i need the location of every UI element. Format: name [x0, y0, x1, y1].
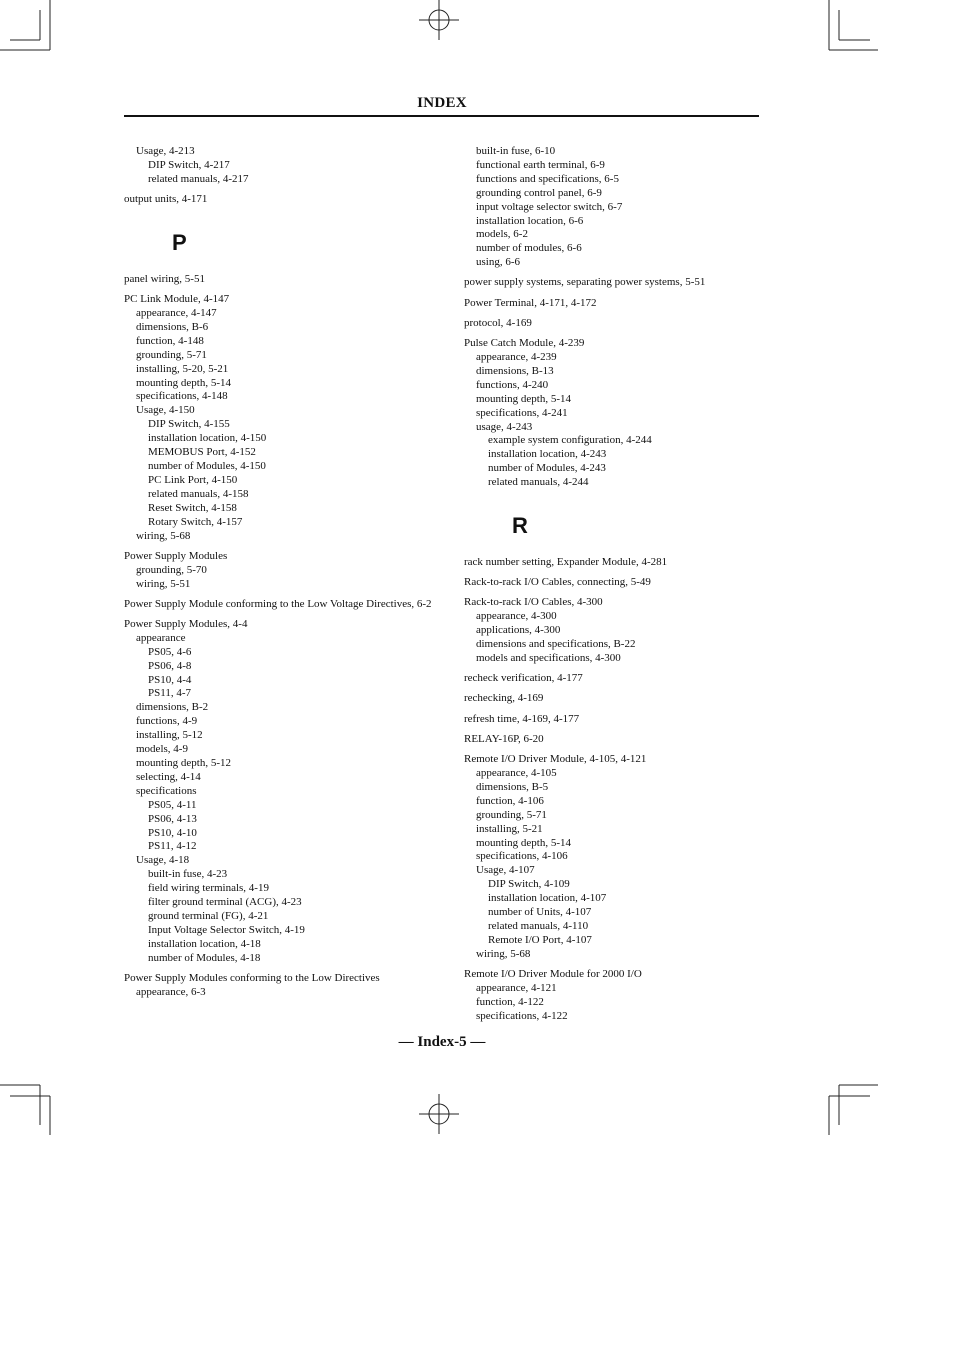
index-entry-level-1: dimensions and specifications, B-22 — [476, 638, 636, 651]
index-entry-level-2: related manuals, 4-217 — [148, 172, 249, 185]
index-entry-level-1: appearance, 4-147 — [136, 307, 217, 320]
index-entry-level-1: using, 6-6 — [476, 256, 520, 269]
index-entry-level-2: DIP Switch, 4-109 — [488, 878, 570, 891]
index-entry-level-1: appearance, 4-105 — [476, 766, 557, 779]
index-entry-level-1: specifications, 4-106 — [476, 850, 568, 863]
index-entry-level-0: rack number setting, Expander Module, 4-281 — [464, 556, 668, 569]
index-entry-level-0: output units, 4-171 — [124, 193, 208, 206]
index-entry-level-2: DIP Switch, 4-155 — [148, 418, 230, 431]
index-entry-level-1: specifications, 4-241 — [476, 406, 568, 419]
index-entry-level-1: wiring, 5-51 — [136, 577, 191, 590]
index-entry-level-0: Rack-to-rack I/O Cables, connecting, 5-49 — [464, 576, 651, 589]
index-entry-level-2: PS05, 4-6 — [148, 645, 192, 658]
index-entry-level-1: Usage, 4-18 — [136, 854, 190, 867]
index-entry-level-1: installing, 5-21 — [476, 822, 543, 835]
index-entry-level-0: Remote I/O Driver Module, 4-105, 4-121 — [464, 753, 647, 766]
index-entry-level-1: input voltage selector switch, 6-7 — [476, 200, 623, 213]
index-entry-level-1: Usage, 4-150 — [136, 404, 195, 417]
index-entry-level-0: protocol, 4-169 — [464, 316, 532, 329]
index-entry-level-1: mounting depth, 5-14 — [476, 392, 572, 405]
index-entry-level-2: Input Voltage Selector Switch, 4-19 — [148, 923, 305, 936]
index-entry-level-0: Remote I/O Driver Module for 2000 I/O — [464, 967, 642, 980]
index-entry-level-1: appearance, 4-239 — [476, 350, 557, 363]
index-entry-level-1: appearance, 4-300 — [476, 610, 557, 623]
index-entry-level-1: mounting depth, 5-14 — [476, 836, 572, 849]
index-entry-level-2: filter ground terminal (ACG), 4-23 — [148, 896, 302, 909]
page-header-title: INDEX — [417, 95, 467, 111]
index-entry-level-1: dimensions, B-2 — [136, 701, 209, 714]
index-entry-level-0: recheck verification, 4-177 — [464, 672, 583, 685]
index-entry-level-1: function, 4-148 — [136, 334, 204, 347]
index-entry-level-2: DIP Switch, 4-217 — [148, 158, 230, 171]
index-entry-level-1: selecting, 4-14 — [136, 770, 201, 783]
index-entry-level-2: Remote I/O Port, 4-107 — [488, 933, 592, 946]
index-entry-level-1: dimensions, B-13 — [476, 364, 554, 377]
index-entry-level-2: PS06, 4-13 — [148, 812, 197, 825]
index-entry-level-0: PC Link Module, 4-147 — [124, 293, 230, 306]
index-entry-level-1: installing, 5-20, 5-21 — [136, 362, 229, 375]
index-entry-level-1: functions and specifications, 6-5 — [476, 172, 619, 185]
index-entry-level-0: rechecking, 4-169 — [464, 692, 544, 705]
section-letter-p: P — [172, 229, 187, 255]
index-entry-level-1: dimensions, B-5 — [476, 780, 549, 793]
index-entry-level-0: RELAY-16P, 6-20 — [464, 732, 544, 745]
index-entry-level-2: Reset Switch, 4-158 — [148, 501, 237, 514]
index-column-left — [124, 145, 442, 1000]
index-entry-level-1: function, 4-106 — [476, 794, 544, 807]
index-entry-level-1: usage, 4-243 — [476, 420, 533, 433]
index-entry-level-2: number of Modules, 4-150 — [148, 460, 266, 472]
index-entry-level-2: related manuals, 4-244 — [488, 476, 589, 489]
index-entry-level-2: installation location, 4-243 — [488, 448, 607, 461]
index-entry-level-0: Power Supply Modules conforming to the Low Directives — [124, 971, 380, 984]
index-entry-level-0: Power Supply Modules, 4-4 — [124, 617, 248, 630]
index-entry-level-1: wiring, 5-68 — [476, 947, 531, 960]
index-entry-level-1: appearance, 6-3 — [136, 985, 206, 998]
index-entry-level-1: models, 6-2 — [476, 228, 528, 241]
index-entry-level-1: grounding, 5-70 — [136, 563, 207, 576]
index-entry-level-2: PC Link Port, 4-150 — [148, 473, 238, 486]
index-entry-level-1: built-in fuse, 6-10 — [476, 145, 556, 157]
index-entry-level-2: PS11, 4-12 — [148, 840, 197, 853]
index-entry-level-1: appearance — [136, 631, 186, 644]
index-entry-level-1: functions, 4-240 — [476, 378, 549, 391]
index-entry-level-1: specifications — [136, 784, 197, 797]
index-entry-level-0: Rack-to-rack I/O Cables, 4-300 — [464, 596, 603, 609]
index-entry-level-2: PS10, 4-4 — [148, 673, 192, 686]
index-entry-level-0: Power Supply Module conforming to the Low Voltage Directives, 6-2 — [124, 597, 432, 610]
index-entry-level-2: Rotary Switch, 4-157 — [148, 515, 243, 528]
index-entry-level-2: number of Modules, 4-243 — [488, 462, 606, 475]
index-entry-level-1: grounding, 5-71 — [476, 808, 547, 821]
index-entry-level-0: Power Supply Modules — [124, 549, 228, 562]
index-entry-level-2: number of Modules, 4-18 — [148, 951, 261, 964]
index-entry-level-1: dimensions, B-6 — [136, 320, 209, 333]
index-entry-level-0: power supply systems, separating power systems, 5-51 — [464, 276, 706, 289]
index-entry-level-1: applications, 4-300 — [476, 624, 561, 637]
index-entry-level-2: ground terminal (FG), 4-21 — [148, 909, 269, 922]
index-entry-level-2: PS05, 4-11 — [148, 798, 197, 811]
index-entry-level-2: example system configuration, 4-244 — [488, 434, 652, 447]
index-entry-level-0: Pulse Catch Module, 4-239 — [464, 337, 585, 350]
index-entry-level-1: wiring, 5-68 — [136, 529, 191, 542]
index-entry-level-1: mounting depth, 5-12 — [136, 757, 232, 770]
index-column-right — [464, 145, 764, 1024]
index-entry-level-2: built-in fuse, 4-23 — [148, 868, 228, 881]
index-entry-level-1: appearance, 4-121 — [476, 981, 557, 994]
index-entry-level-1: functional earth terminal, 6-9 — [476, 158, 605, 171]
index-entry-level-2: MEMOBUS Port, 4-152 — [148, 446, 256, 459]
index-entry-level-1: function, 4-122 — [476, 995, 544, 1008]
index-entry-level-2: field wiring terminals, 4-19 — [148, 882, 269, 895]
page-footer-number: — Index-5 — — [398, 1034, 486, 1050]
index-entry-level-2: number of Units, 4-107 — [488, 906, 592, 919]
index-entry-level-1: models and specifications, 4-300 — [476, 652, 621, 665]
index-entry-level-1: number of modules, 6-6 — [476, 242, 582, 255]
index-entry-level-0: refresh time, 4-169, 4-177 — [464, 712, 580, 725]
index-entry-level-2: related manuals, 4-110 — [488, 919, 589, 932]
index-entry-level-1: Usage, 4-107 — [476, 864, 535, 877]
index-entry-level-1: grounding, 5-71 — [136, 348, 207, 361]
index-entry-level-2: installation location, 4-18 — [148, 937, 261, 950]
index-entry-level-1: installation location, 6-6 — [476, 214, 584, 227]
header-rule — [124, 115, 759, 117]
index-entry-level-1: specifications, 4-148 — [136, 390, 228, 403]
index-entry-level-0: panel wiring, 5-51 — [124, 272, 205, 285]
index-entry-level-1: grounding control panel, 6-9 — [476, 186, 602, 199]
index-entry-level-1: mounting depth, 5-14 — [136, 376, 232, 389]
index-entry-level-0: Power Terminal, 4-171, 4-172 — [464, 296, 597, 309]
index-entry-level-1: Usage, 4-213 — [136, 145, 195, 157]
index-entry-level-1: models, 4-9 — [136, 743, 188, 756]
section-letter-r: R — [512, 513, 528, 539]
index-entry-level-1: specifications, 4-122 — [476, 1009, 568, 1022]
index-entry-level-1: functions, 4-9 — [136, 715, 198, 728]
index-entry-level-2: PS11, 4-7 — [148, 687, 191, 700]
index-entry-level-2: related manuals, 4-158 — [148, 487, 249, 500]
index-entry-level-2: installation location, 4-107 — [488, 892, 607, 905]
index-entry-level-2: PS06, 4-8 — [148, 659, 192, 672]
index-entry-level-2: PS10, 4-10 — [148, 826, 197, 839]
index-entry-level-2: installation location, 4-150 — [148, 432, 267, 445]
index-entry-level-1: installing, 5-12 — [136, 729, 203, 742]
